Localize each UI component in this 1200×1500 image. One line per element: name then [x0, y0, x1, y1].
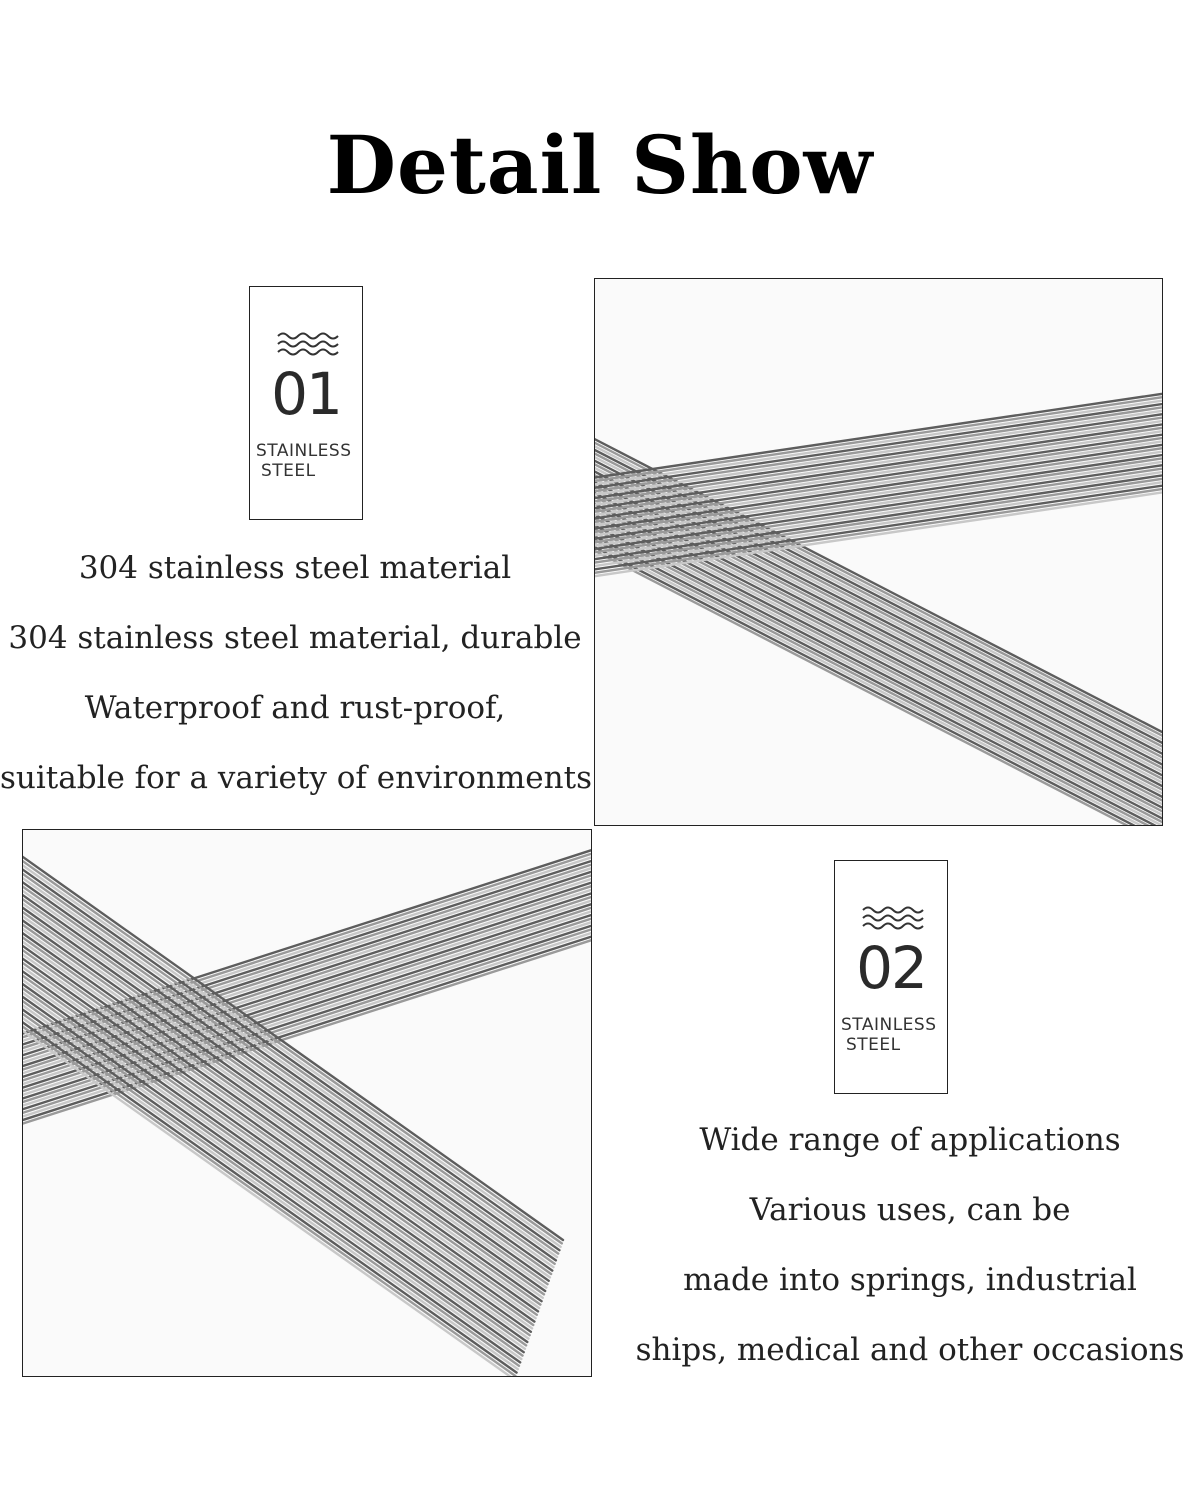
tag-label: STAINLESS: [841, 1015, 937, 1035]
waves-icon: [862, 905, 924, 931]
waves-icon: [277, 331, 339, 357]
product-photo-2: [22, 829, 592, 1377]
description-line: made into springs, industrial: [683, 1262, 1137, 1298]
tag-number: 02: [856, 934, 926, 1002]
tag-02: [834, 860, 948, 1094]
description-line: Wide range of applications: [699, 1122, 1121, 1158]
tag-label: STEEL: [261, 461, 316, 481]
product-photo-1: [594, 278, 1163, 826]
steel-rod: [595, 523, 1163, 826]
tag-label: STAINLESS: [256, 441, 352, 461]
description-line: 304 stainless steel material: [78, 550, 512, 586]
tag-01: [249, 286, 363, 520]
page-title: Detail Show: [326, 118, 874, 212]
description-line: 304 stainless steel material, durable: [8, 620, 582, 656]
tag-number: 01: [271, 360, 341, 428]
description-line: Waterproof and rust-proof,: [84, 690, 506, 726]
description-line: ships, medical and other occasions: [635, 1332, 1185, 1368]
description-line: Various uses, can be: [749, 1192, 1071, 1228]
description-line: suitable for a variety of environments: [0, 760, 592, 796]
tag-label: STEEL: [846, 1035, 901, 1055]
